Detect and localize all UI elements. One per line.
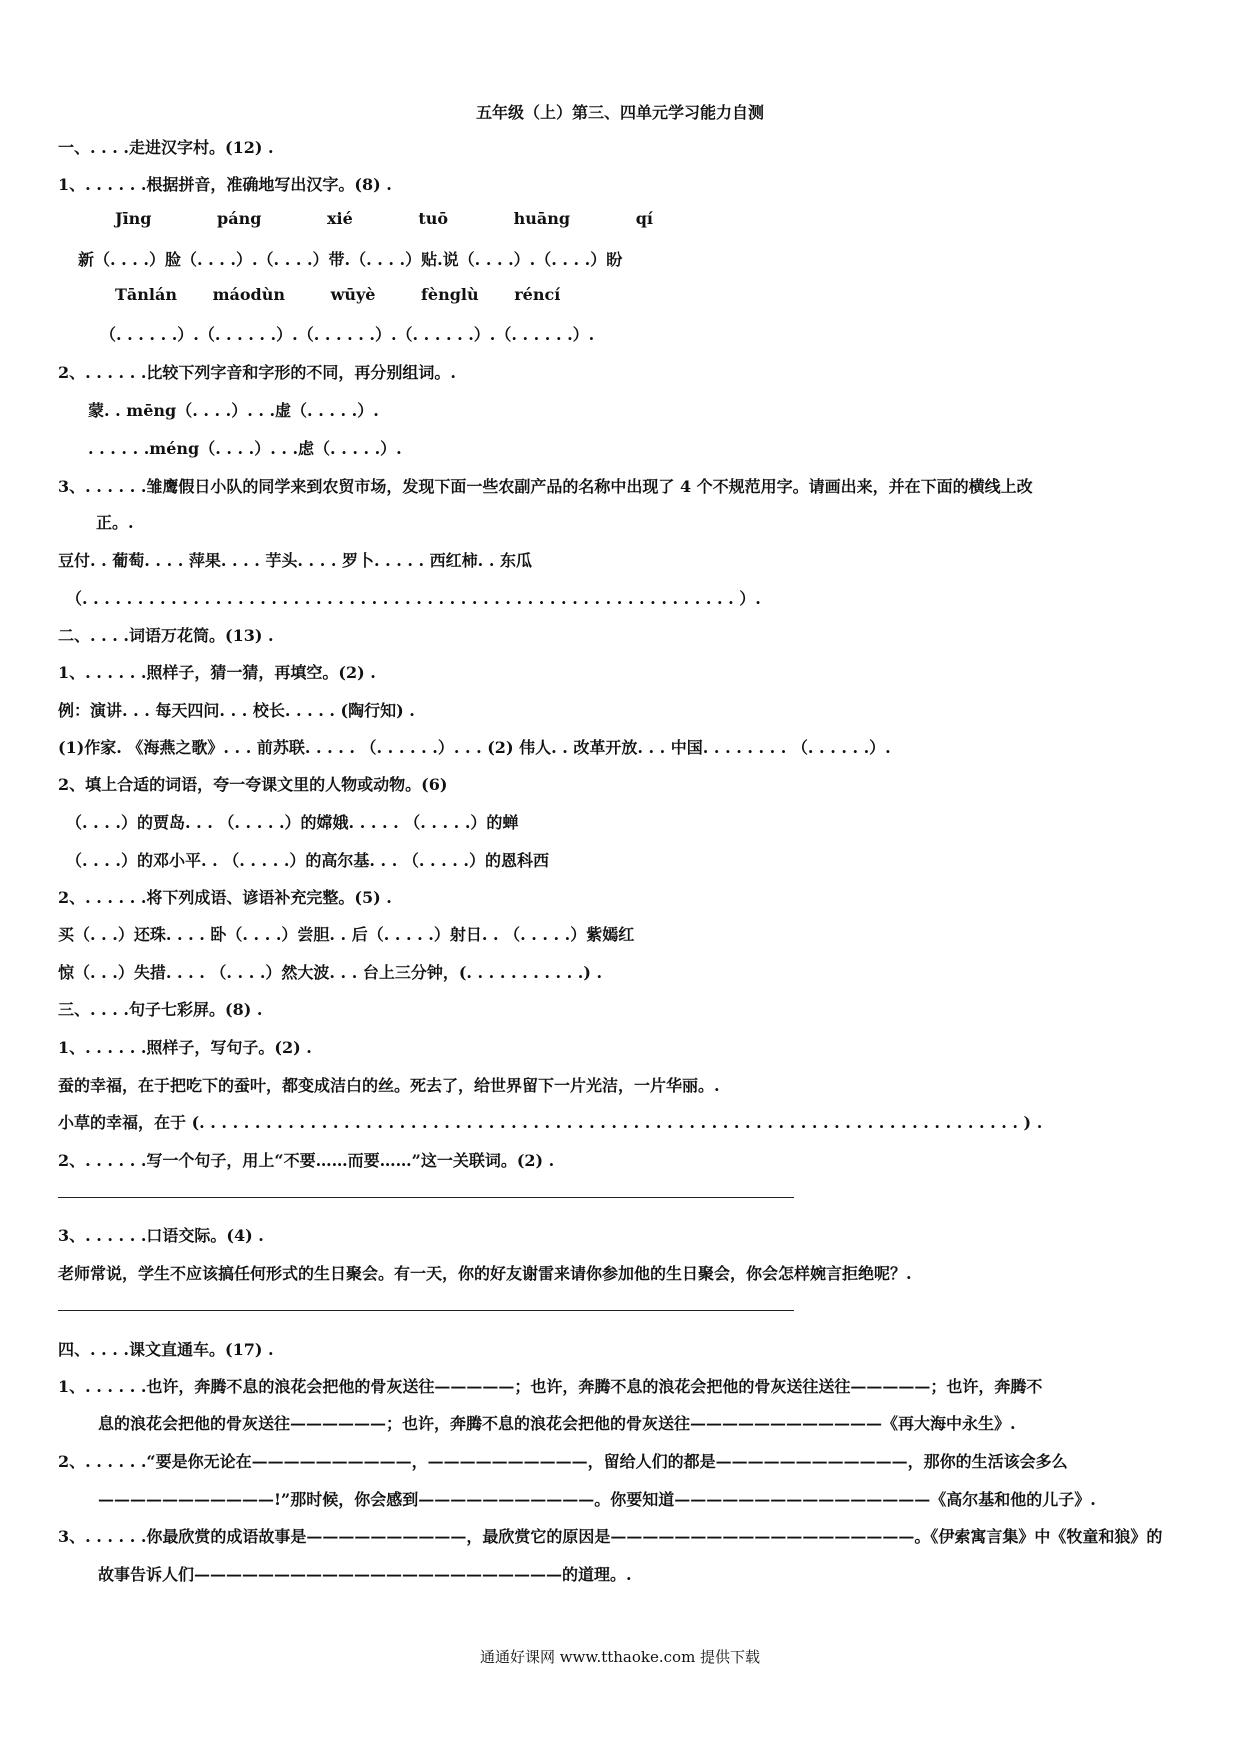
s3-example-sentence: 蚕的幸福，在于把吃下的蚕叶，都变成洁白的丝。死去了，给世界留下一片光洁，一片华丽。. (58, 1076, 720, 1095)
s1-question-1: 1、. . . . . .根据拼音，准确地写出汉字。(8) . (58, 175, 392, 194)
pinyin-item: huāng (513, 209, 571, 228)
answer-line (58, 1197, 794, 1198)
s2-question-2: 2、填上合适的词语，夸一夸课文里的人物或动物。(6) (58, 775, 448, 794)
s4-question-2-cont: ———————————!”那时候，你会感到———————————。你要知道————————————————《高尔基和他的儿子》. (98, 1490, 1096, 1509)
s3-fill-sentence: 小草的幸福，在于 (. . . . . . . . . . . . . . . . . . . . . . . . . . . . . . . . . . . . . . . . . . . . . . . . . . . . . . . . . . . . . . . . . . . . . . . . . . ) . (58, 1113, 1043, 1132)
idiom-row-1: 买（. . .）还珠. . . . 卧（. . . .）尝胆. . 后（. . . . .）射日. . （. . . . .）紫嫣红 (58, 925, 635, 944)
pinyin-item: fènglù (421, 285, 479, 304)
s2-riddle-row: (1)作家. 《海燕之歌》. . . 前苏联. . . . . （. . . . . .）. . . (2) 伟人. . 改革开放. . . 中国. . . . . . . . （. . . . . .）. (58, 738, 891, 757)
pinyin-item: qí (635, 209, 653, 228)
section-2-heading: 二、. . . .词语万花筒。(13) . (58, 626, 274, 645)
s1-question-3-cont: 正。. (96, 513, 134, 532)
compare-row-1: 蒙. . mēng（. . . .）. . .虚（. . . . .）. (88, 401, 379, 420)
compare-row-2: . . . . . .méng（. . . .）. . .虑（. . . . .）. (88, 439, 402, 458)
s4-question-3: 3、. . . . . .你最欣赏的成语故事是——————————，最欣赏它的原因是———————————————————。《伊索寓言集》中《牧童和狼》的 (58, 1527, 1163, 1546)
s2-question-3: 2、. . . . . .将下列成语、谚语补充完整。(5) . (58, 888, 392, 907)
pinyin-row-2 (115, 285, 560, 304)
pinyin-item: máodùn (212, 285, 285, 304)
pinyin-row-1 (115, 209, 653, 228)
pinyin-item: Tānlán (115, 285, 177, 304)
pinyin-item: wūyè (330, 285, 376, 304)
s3-question-3: 3、. . . . . .口语交际。(4) . (58, 1226, 264, 1245)
s4-question-3-cont: 故事告诉人们———————————————————————的道理。. (98, 1565, 632, 1584)
s2-fill-row-2: （. . . .）的邓小平. . （. . . . .）的高尔基. . . （. . . . .）的恩科西 (66, 851, 549, 870)
pinyin-item: páng (217, 209, 262, 228)
s1-question-3: 3、. . . . . .雏鹰假日小队的同学来到农贸市场，发现下面一些农副产品的名称中出现了 4 个不规范用字。请画出来，并在下面的横线上改 (58, 477, 1033, 496)
section-1-heading: 一、. . . .走进汉字村。(12) . (58, 138, 274, 157)
page-title: 五年级（上）第三、四单元学习能力自测 (475, 103, 764, 122)
blank-row-1: 新（. . . .）脸（. . . .）.（. . . .）带.（. . . .）贴.说（. . . .）.（. . . .）盼 (78, 250, 623, 269)
produce-words-row: 豆付. . 葡萄. . . . 萍果. . . . 芋头. . . . 罗卜. . . . . 西红柿. . 东瓜 (58, 551, 532, 570)
s4-question-2: 2、. . . . . .“要是你无论在——————————，——————————，留给人们的都是————————————，那你的生活该会多么 (58, 1452, 1068, 1471)
pinyin-item: tuō (418, 209, 449, 228)
footer-download-note: 通通好课网 www.tthaoke.com 提供下载 (479, 1648, 761, 1666)
s2-example: 例：演讲. . . 每天四问. . . 校长. . . . . (陶行知) . (58, 701, 415, 720)
idiom-row-2: 惊（. . .）失措. . . . （. . . .）然大波. . . 台上三分钟，(. . . . . . . . . . .) . (58, 963, 603, 982)
section-3-heading: 三、. . . .句子七彩屏。(8) . (58, 1000, 263, 1019)
s2-question-1: 1、. . . . . .照样子，猜一猜，再填空。(2) . (58, 663, 376, 682)
blank-row-2: （. . . . . .）.（. . . . . .）.（. . . . . .）.（. . . . . .）.（. . . . . .）. (100, 325, 595, 344)
s3-oral-prompt: 老师常说，学生不应该搞任何形式的生日聚会。有一天，你的好友谢雷来请你参加他的生日聚会，你会怎样婉言拒绝呢？. (58, 1264, 912, 1283)
pinyin-item: xié (327, 209, 353, 228)
answer-line (58, 1310, 794, 1311)
s4-question-1: 1、. . . . . .也许，奔腾不息的浪花会把他的骨灰送往—————；也许，奔腾不息的浪花会把他的骨灰送往送往—————；也许，奔腾不 (58, 1377, 1043, 1396)
pinyin-item: Jīng (115, 209, 152, 228)
answer-blank-row: （. . . . . . . . . . . . . . . . . . . . . . . . . . . . . . . . . . . . . . . . . . . . . . . . . . . . . . . . . . . ）. (66, 589, 761, 608)
s2-fill-row-1: （. . . .）的贾岛. . . （. . . . .）的嫦娥. . . . . （. . . . .）的蝉 (66, 813, 519, 832)
pinyin-item: réncí (514, 285, 561, 304)
s4-question-1-cont: 息的浪花会把他的骨灰送往——————；也许，奔腾不息的浪花会把他的骨灰送往————————————《再大海中永生》. (98, 1414, 1016, 1433)
s3-question-2: 2、. . . . . .写一个句子，用上“不要……而要……”这一关联词。(2) . (58, 1151, 555, 1170)
s3-question-1: 1、. . . . . .照样子，写句子。(2) . (58, 1038, 312, 1057)
s1-question-2: 2、. . . . . .比较下列字音和字形的不同，再分别组词。. (58, 363, 456, 382)
section-4-heading: 四、. . . .课文直通车。(17) . (58, 1340, 274, 1359)
